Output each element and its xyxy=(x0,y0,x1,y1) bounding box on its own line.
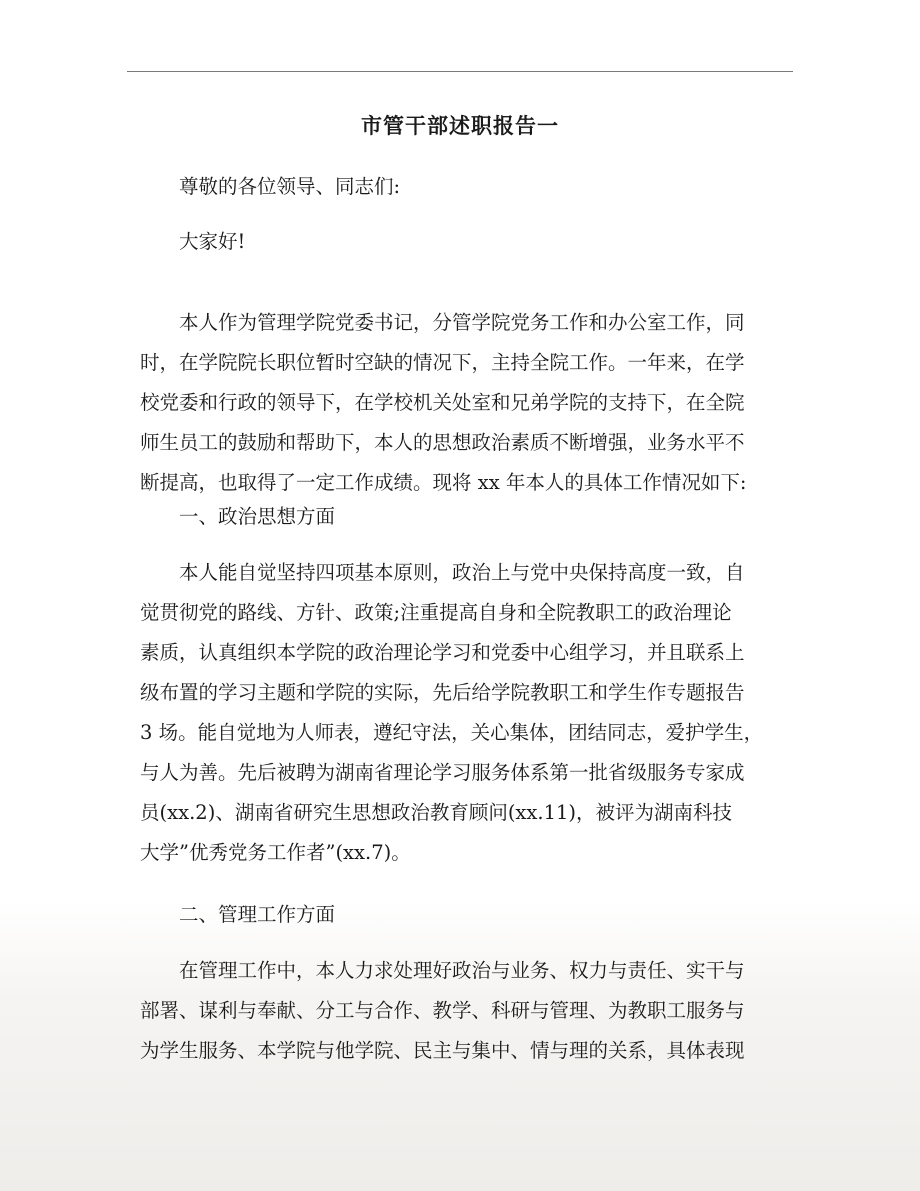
section1-line-4: 级布置的学习主题和学院的实际，先后给学院教职工和学生作专题报告 xyxy=(140,681,745,704)
salutation: 尊敬的各位领导、同志们: xyxy=(179,175,401,198)
section2-heading: 二、管理工作方面 xyxy=(179,903,336,926)
section1-line-5: 3 场。能自觉地为人师表，遵纪守法，关心集体，团结同志，爱护学生， xyxy=(140,721,764,744)
section1-paragraph xyxy=(140,553,800,873)
section1-heading: 一、政治思想方面 xyxy=(179,505,336,528)
section1-line-1: 本人能自觉坚持四项基本原则，政治上与党中央保持高度一致，自 xyxy=(179,561,745,584)
intro-line-2: 时，在学院院长职位暂时空缺的情况下，主持全院工作。一年来，在学 xyxy=(140,351,745,374)
section1-line-7: 员(xx.2)、湖南省研究生思想政治教育顾问(xx.11)，被评为湖南科技 xyxy=(140,801,733,824)
intro-line-1: 本人作为管理学院党委书记，分管学院党务工作和办公室工作，同 xyxy=(179,311,745,334)
header-rule xyxy=(127,71,793,72)
section1-line-2: 觉贯彻党的路线、方针、政策;注重提高自身和全院教职工的政治理论 xyxy=(140,601,732,624)
section1-line-6: 与人为善。先后被聘为湖南省理论学习服务体系第一批省级服务专家成 xyxy=(140,761,745,784)
section1-line-8: 大学”优秀党务工作者”(xx.7)。 xyxy=(140,841,411,864)
intro-paragraph xyxy=(140,303,800,503)
greeting: 大家好! xyxy=(179,230,246,253)
intro-line-5: 断提高，也取得了一定工作成绩。现将 xx 年本人的具体工作情况如下: xyxy=(140,471,747,494)
section2-line-1: 在管理工作中，本人力求处理好政治与业务、权力与责任、实干与 xyxy=(179,959,745,982)
section2-paragraph xyxy=(140,951,800,1071)
section2-line-3: 为学生服务、本学院与他学院、民主与集中、情与理的关系，具体表现 xyxy=(140,1039,745,1062)
section2-line-2: 部署、谋利与奉献、分工与合作、教学、科研与管理、为教职工服务与 xyxy=(140,999,745,1022)
section1-line-3: 素质，认真组织本学院的政治理论学习和党委中心组学习，并且联系上 xyxy=(140,641,745,664)
document-title: 市管干部述职报告一 xyxy=(361,113,559,138)
intro-line-4: 师生员工的鼓励和帮助下，本人的思想政治素质不断增强，业务水平不 xyxy=(140,431,745,454)
intro-line-3: 校党委和行政的领导下，在学校机关处室和兄弟学院的支持下，在全院 xyxy=(140,391,745,414)
